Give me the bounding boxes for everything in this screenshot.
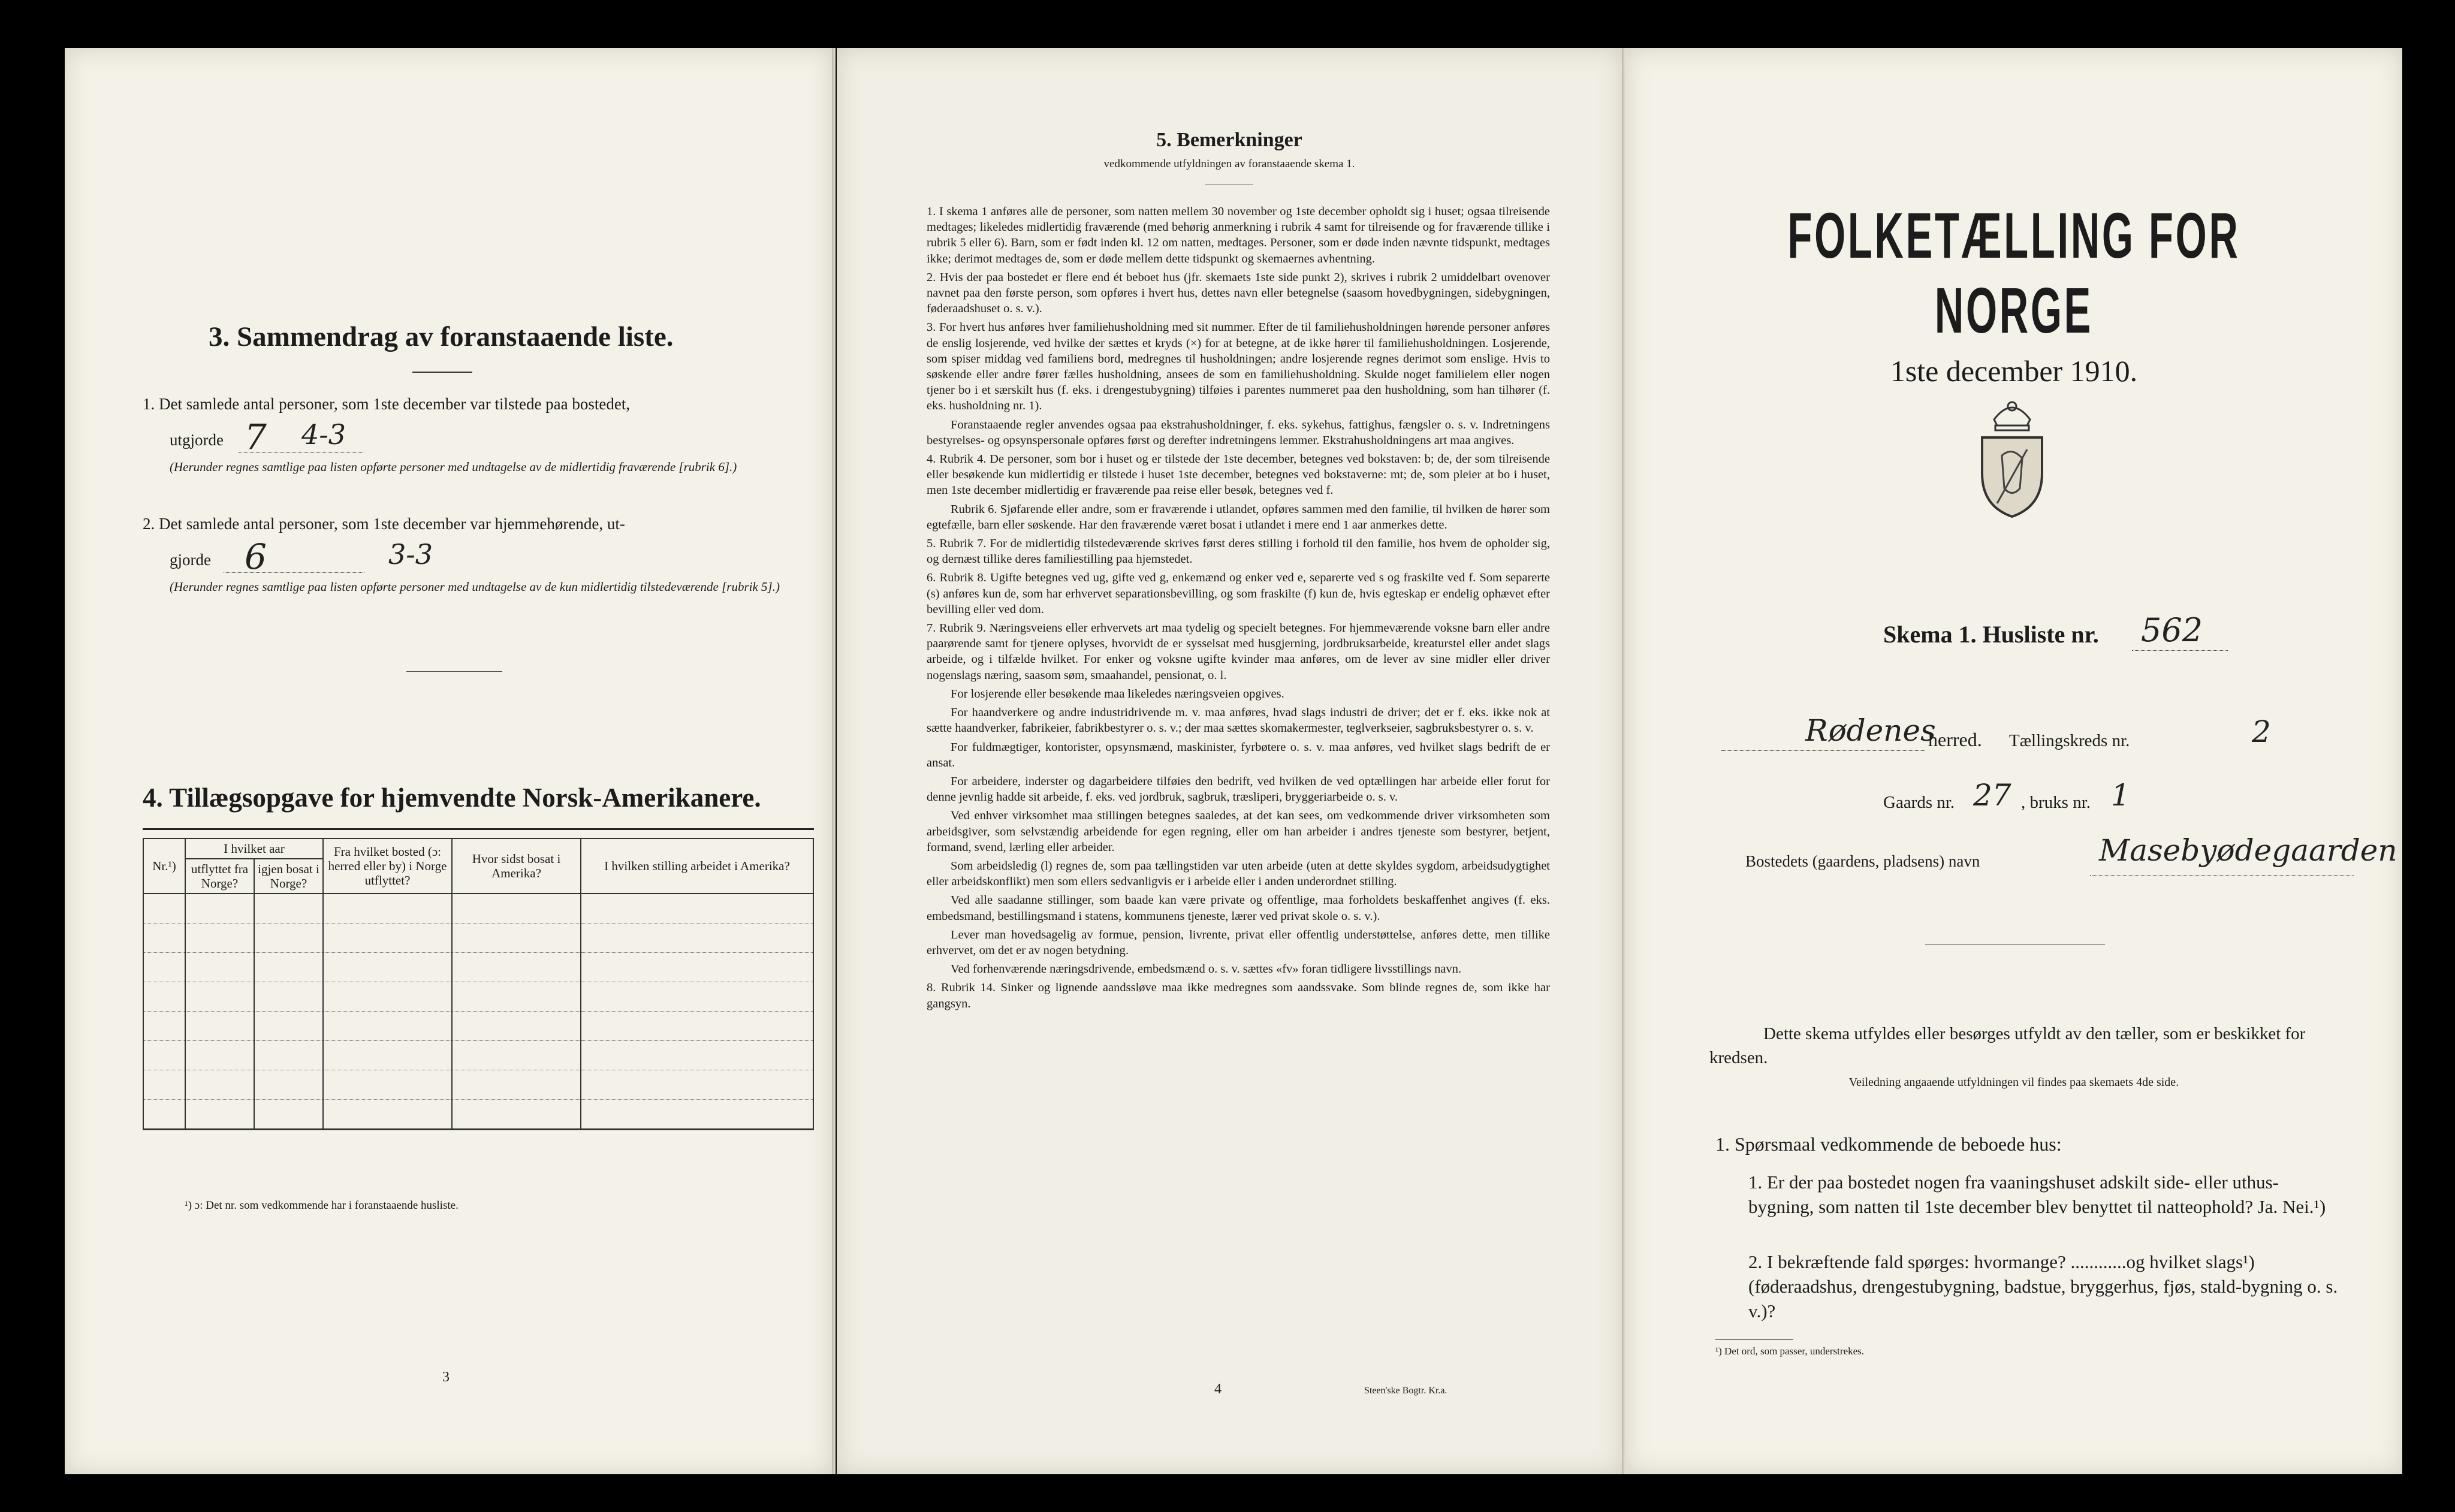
page-3: [65, 48, 832, 1474]
q2-text: 2. Det samlede antal personer, som 1ste december var hjemmehørende, ut-: [143, 515, 625, 533]
q2-answer: 6: [245, 536, 267, 577]
q1-utgjorde: utgjorde: [170, 431, 224, 449]
bemerkninger-title: 5. Bemerkninger: [1156, 129, 1302, 151]
q1-note: (Herunder regnes samtlige paa listen opførte personer med undtagelse av de midlertidig fraværende [rubrik 6].): [170, 460, 737, 474]
page-1: [1625, 48, 2402, 1474]
q2-answer-line: [224, 572, 364, 573]
divider: [1715, 1339, 1793, 1340]
bruks-nr: 1: [2111, 778, 2130, 813]
question-1: 1. Er der paa bostedet nogen fra vaaningshuset adskilt side- eller uthus-bygning, som natten til 1ste december blev benyttet til natteophold? Ja. Nei.¹): [1748, 1172, 2326, 1217]
paragraph: 7. Rubrik 9. Næringsveiens eller erhvervets art maa tydelig og specielt betegnes. For hjemmeværende voksne barn eller andre paarørende samt for tjenere oplyses, hvorvidt de er sysselsat med husgjerning, jordbruksarbeide, kreaturstel eller andet slags arbeide, og i tilfælde hvilket. For enker og voksne ugifte kvinder maa anføres, om de lever av sine midler eller driver nogenslags næring, saasom søm, smaahandel, pensionat, o. l.: [927, 621, 1550, 682]
veiledning: Veiledning angaaende utfyldningen vil findes paa skemaets 4de side.: [1848, 1076, 2179, 1089]
bemerkninger-subtitle: vedkommende utfyldningen av foranstaaende skema 1.: [1103, 158, 1355, 170]
coat-of-arms-icon: [1967, 384, 2057, 521]
table-row: [143, 894, 813, 924]
table-row: [143, 1070, 813, 1100]
question-2: 2. I bekræftende fald spørges: hvormange? ............og hvilket slags¹) (føderaadshus, drengestubygning, badstue, bryggerhus, fjøs, stald-bygning o. s. v.)?: [1748, 1251, 2338, 1321]
table-footnote: ¹) ɔ: Det nr. som vedkommende har i foranstaaende husliste.: [185, 1199, 459, 1212]
census-title: FOLKETÆLLING FOR NORGE: [1787, 199, 2240, 346]
kreds-label: Tællingskreds nr.: [2009, 731, 2130, 750]
paragraph: Rubrik 6. Sjøfarende eller andre, som er fraværende i utlandet, opføres sammen med den familie, til hvilken de hører som egtefælle, barn eller søskende. Har den fraværende været bosat i utlandet i mere end 1 aar anmerkes dette.: [927, 502, 1550, 532]
husliste-line: [2132, 650, 2228, 651]
table-row: [143, 1041, 813, 1070]
herred-value: Rødenes: [1805, 713, 1936, 748]
norsk-amerikanere-table: [143, 838, 814, 1130]
q2-note: (Herunder regnes samtlige paa listen opførte personer med undtagelse av de kun midlertidig tilstedeværende [rubrik 5].): [170, 580, 780, 594]
paragraph: 3. For hvert hus anføres hver familiehusholdning med sit nummer. Efter de til familiehusholdningen hørende personer anføres de enslig losjerende, ved hvilke der sættes et kryds (×) for at betegne, at de ikke hører til familiehusholdningen. Losjerende, som spiser middag ved familiens bord, medregnes til husholdningen; andre losjerende regnes derimot som enslige. Hvis to søskende eller andre fører fælles husholdning, ansees de som en familiehusholdning. Skulde noget familielem eller nogen tjener bo i et særskilt hus (f. eks. i drengestubygning) tilføies i parentes nummeret paa den husholdning, som han tilhører (f. eks. husholdning nr. 1).: [927, 321, 1550, 413]
paragraph: Foranstaaende regler anvendes ogsaa paa ekstrahusholdninger, f. eks. sykehus, fattighus, fængsler o. s. v. Indretningens bestyrelses- og opsynspersonale opføres først og derefter indretningens lemmer. Ekstrahusholdningens art maa angives.: [927, 418, 1550, 447]
paragraph: 8. Rubrik 14. Sinker og lignende aandssløve maa ikke medregnes som aandssvake. Som blinde regnes de, som ikke har gangsyn.: [927, 981, 1550, 1010]
paragraph: Lever man hovedsagelig av formue, pension, livrente, privat eller offentlig understøttelse, anføres dette, men tillike erhvervet, om det er av nogen betydning.: [927, 928, 1550, 957]
q1-text: 1. Det samlede antal personer, som 1ste december var tilstede paa bostedet,: [143, 395, 631, 413]
divider: [406, 671, 502, 672]
bruks-label: , bruks nr.: [2021, 793, 2091, 812]
col-igjen: igjen bosat i Norge?: [254, 859, 323, 894]
questions-heading: 1. Spørsmaal vedkommende de beboede hus:: [1715, 1133, 2062, 1155]
col-utflyttet: utflyttet fra Norge?: [185, 859, 254, 894]
paragraph: Ved enhver virksomhet maa stillingen betegnes saaledes, at det kan sees, om vedkommende driver virksomheten som arbeidsgiver, som selvstændig arbeidende for egen regning, eller om han arbeider i andres tjeneste som bestyrer, betjent, formand, svend, lærling eller arbeider.: [927, 809, 1550, 854]
paragraph: 4. Rubrik 4. De personer, som bor i huset og er tilstede der 1ste december, betegnes ved bokstaven: b; de, der som tilreisende eller besøkende kun midlertidig er tilstede i huset 1ste december, betegnes ved bokstaverne: mt; de, som pleier at bo i huset, men 1ste december midlertidig er fraværende paa reise eller besøk, betegnes ved f.: [927, 452, 1550, 497]
bosted-label: Bostedets (gaardens, pladsens) navn: [1745, 852, 1980, 870]
gaards-label: Gaards nr.: [1883, 793, 1955, 812]
page-number: 3: [442, 1369, 450, 1385]
section-3-title: 3. Sammendrag av foranstaaende liste.: [209, 321, 674, 352]
herred-label: herred.: [1928, 729, 1982, 750]
col-nr: Nr.¹): [143, 838, 185, 894]
q1-breakdown: 4-3: [301, 418, 346, 451]
skema-label: Skema 1. Husliste nr.: [1883, 621, 2099, 648]
q2-utgjorde: gjorde: [170, 551, 211, 569]
paragraph: 2. Hvis der paa bostedet er flere end ét beboet hus (jfr. skemaets 1ste side punkt 2), skrives i rubrik 2 umiddelbart ovenover navnet paa den første person, som opføres i hvert hus, dettes navn eller betegnelse (saasom hovedbygningen, sidebygningen, føderaadshuset o. s. v.).: [927, 270, 1550, 316]
table-row: [143, 1012, 813, 1041]
herred-line: [1721, 750, 1925, 751]
divider: [412, 372, 472, 373]
paragraph: Ved forhenværende næringsdrivende, embedsmænd o. s. v. sættes «fv» foran tidligere livsstillings navn.: [951, 962, 1462, 976]
col-hvor: Hvor sidst bosat i Amerika?: [452, 838, 581, 894]
footnote: ¹) Det ord, som passer, understrekes.: [1715, 1345, 1865, 1357]
table-row: [143, 924, 813, 953]
paragraph: 5. Rubrik 7. For de midlertidig tilstedeværende skrives først deres stilling i forhold til den familie, hos hvem de opholder sig, og dernæst tillike deres familiestilling paa hjemstedet.: [927, 537, 1550, 566]
col-stilling: I hvilken stilling arbeidet i Amerika?: [581, 838, 813, 894]
gaards-nr: 27: [1973, 778, 2011, 813]
divider: [143, 828, 814, 830]
table-row: [143, 1100, 813, 1130]
bemerkninger-text: [927, 204, 1550, 1015]
paragraph: For fuldmægtiger, kontorister, opsynsmænd, maskinister, fyrbøtere o. s. v. maa anføres, ved hvilket slags bedrift de er ansat.: [927, 740, 1550, 769]
bosted-value: Masebyødegaarden: [2099, 833, 2397, 868]
paragraph: For arbeidere, inderster og dagarbeidere tilføies den bedrift, ved hvilken de ved optællingen har arbeide eller forut for denne jevnlig hadde sit arbeide, f. eks. ved jordbruk, sagbruk, træsliperi, bryggeriarbeide o. s. v.: [927, 774, 1550, 804]
col-group: I hvilket aar: [185, 838, 323, 859]
page-4: [837, 48, 1622, 1474]
census-date: 1ste december 1910.: [1890, 354, 2138, 388]
q1-answer: 7: [245, 417, 267, 457]
table-row: [143, 982, 813, 1012]
kreds-nr: 2: [2252, 714, 2271, 749]
page-number: 4: [1214, 1381, 1222, 1397]
instructions: Dette skema utfyldes eller besørges utfyldt av den tæller, som er beskikket for kredsen.: [1709, 1024, 2306, 1067]
paragraph: 6. Rubrik 8. Ugifte betegnes ved ug, gifte ved g, enkemænd og enker ved e, separerte ved s og fraskilte ved f. Som separerte (s) anføres kun de, som har erhvervet separationsbevilling, og som fraskilte (f) kun de, hvis egteskap er endelig ophævet efter bevilling eller ved dom.: [927, 571, 1550, 616]
table-row: [143, 953, 813, 982]
paragraph: For haandverkere og andre industridrivende m. v. maa anføres, hvad slags industri de driver; det er f. eks. ikke nok at sætte haandverker, fabrikeier, fabrikbestyrer o. s. v.; der maa sættes skomakermester, teglverkseier, sagbruksbestyrer o. s. v.: [927, 706, 1550, 735]
col-fra: Fra hvilket bosted (ɔ: herred eller by) i Norge utflyttet?: [323, 838, 452, 894]
paragraph: 1. I skema 1 anføres alle de personer, som natten mellem 30 november og 1ste december opholdt sig i huset; ogsaa tilreisende medtages; likeledes midlertidig fraværende (med behørig anmerkning i rubrik 4 samt for tilreisende og for fraværende tillike i rubrik 5 eller 6). Barn, som er født inden kl. 12 om natten, medtages. Personer, som er døde inden nævnte tidspunkt, medtages ikke; derimot medtages de, som er døde mellem dette tidspunkt og skemaernes avhentning.: [927, 205, 1550, 265]
printer-mark: Steen'ske Bogtr. Kr.a.: [1364, 1386, 1447, 1396]
q1-answer-line: [239, 452, 364, 453]
paragraph: Som arbeidsledig (l) regnes de, som paa tællingstiden var uten arbeide (uten at dette skyldes sygdom, arbeidsudygtighet eller arbeidskonflikt) men som ellers sedvanligvis er i arbeide eller i anden underordnet stilling.: [927, 859, 1550, 889]
bosted-line: [2090, 875, 2354, 876]
page-fold: [832, 48, 836, 1474]
q2-breakdown: 3-3: [388, 538, 433, 571]
section-4-title: 4. Tillægsopgave for hjemvendte Norsk-Amerikanere.: [143, 783, 761, 813]
paragraph: Ved alle saadanne stillinger, som baade kan være private og offentlige, maa forholdets beskaffenhet angives (f. eks. embedsmand, bestillingsmand i statens, kommunens tjeneste, lærer ved privat skole o. s. v.).: [927, 894, 1550, 923]
paragraph: For losjerende eller besøkende maa likeledes næringsveien opgives.: [951, 687, 1284, 701]
husliste-nr: 562: [2141, 611, 2203, 649]
